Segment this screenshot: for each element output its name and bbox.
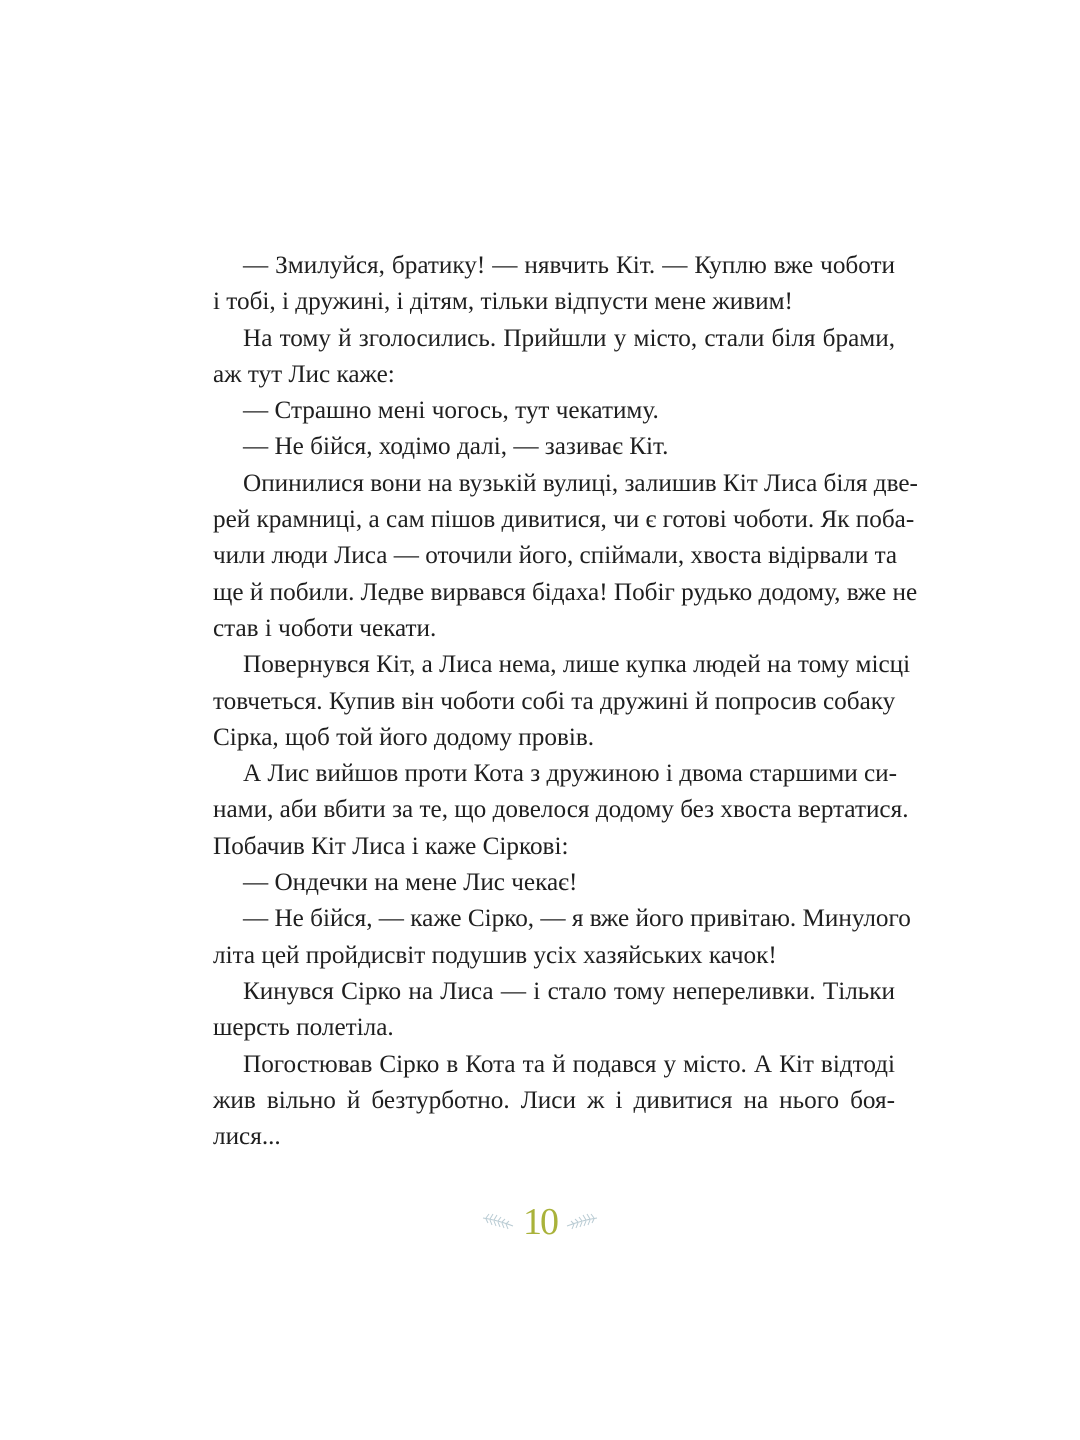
- text-line: рей крамниці, а сам пішов дивитися, чи є готові чоботи. Як поба-: [213, 506, 915, 534]
- text-line: лися...: [213, 1123, 281, 1151]
- text-line: Опинилися вони на вузькій вулиці, залишив Кіт Лиса біля две-: [243, 469, 918, 497]
- feather-right-icon: [565, 1210, 599, 1234]
- text-line: Побачив Кіт Лиса і каже Сіркові:: [213, 832, 569, 860]
- page-number-footer: [480, 1192, 600, 1252]
- text-line: Повернувся Кіт, а Лиса нема, лише купка людей на тому місці: [243, 651, 911, 679]
- text-line: ще й побили. Ледве вирвався бідаха! Побіг рудько додому, вже не: [213, 578, 918, 606]
- text-line: — Не бійся, — каже Сірко, — я вже його привітаю. Минулого: [243, 905, 911, 933]
- text-line: Сірка, щоб той його додому провів.: [213, 723, 595, 751]
- page-number: 10: [523, 1201, 557, 1243]
- text-line: став і чоботи чекати.: [213, 614, 437, 642]
- text-line: Погостював Сірко в Кота та й подався у місто. А Кіт відтоді: [243, 1050, 895, 1078]
- text-line: А Лис вийшов проти Кота з дружиною і двома старшими си-: [243, 760, 898, 788]
- text-line: — Не бійся, ходімо далі, — зазиває Кіт.: [243, 433, 669, 461]
- story-text: [213, 248, 918, 1155]
- text-line: — Ондечки на мене Лис чекає!: [243, 869, 578, 897]
- text-line: — Страшно мені чогось, тут чекатиму.: [243, 397, 659, 425]
- text-line: На тому й зголосились. Прийшли у місто, стали біля брами,: [243, 324, 895, 352]
- text-line: нами, аби вбити за те, що довелося додому без хвоста вертатися.: [213, 796, 909, 824]
- text-line: Кинувся Сірко на Лиса — і стало тому непереливки. Тільки: [243, 977, 895, 1005]
- feather-left-icon: [481, 1210, 515, 1234]
- text-line: товчеться. Купив він чоботи собі та дружині й попросив собаку: [213, 687, 896, 715]
- text-line: — Змилуйся, братику! — нявчить Кіт. — Куплю вже чоботи: [243, 252, 895, 279]
- text-line: жив вільно й безтурботно. Лиси ж і дивитися на нього боя-: [213, 1086, 895, 1114]
- text-line: літа цей пройдисвіт подушив усіх хазяйських качок!: [213, 941, 777, 969]
- text-line: чили люди Лиса — оточили його, спіймали, хвоста відірвали та: [213, 542, 898, 570]
- text-line: і тобі, і дружині, і дітям, тільки відпусти мене живим!: [213, 288, 793, 316]
- text-line: аж тут Лис каже:: [213, 360, 395, 388]
- text-line: шерсть полетіла.: [213, 1014, 394, 1042]
